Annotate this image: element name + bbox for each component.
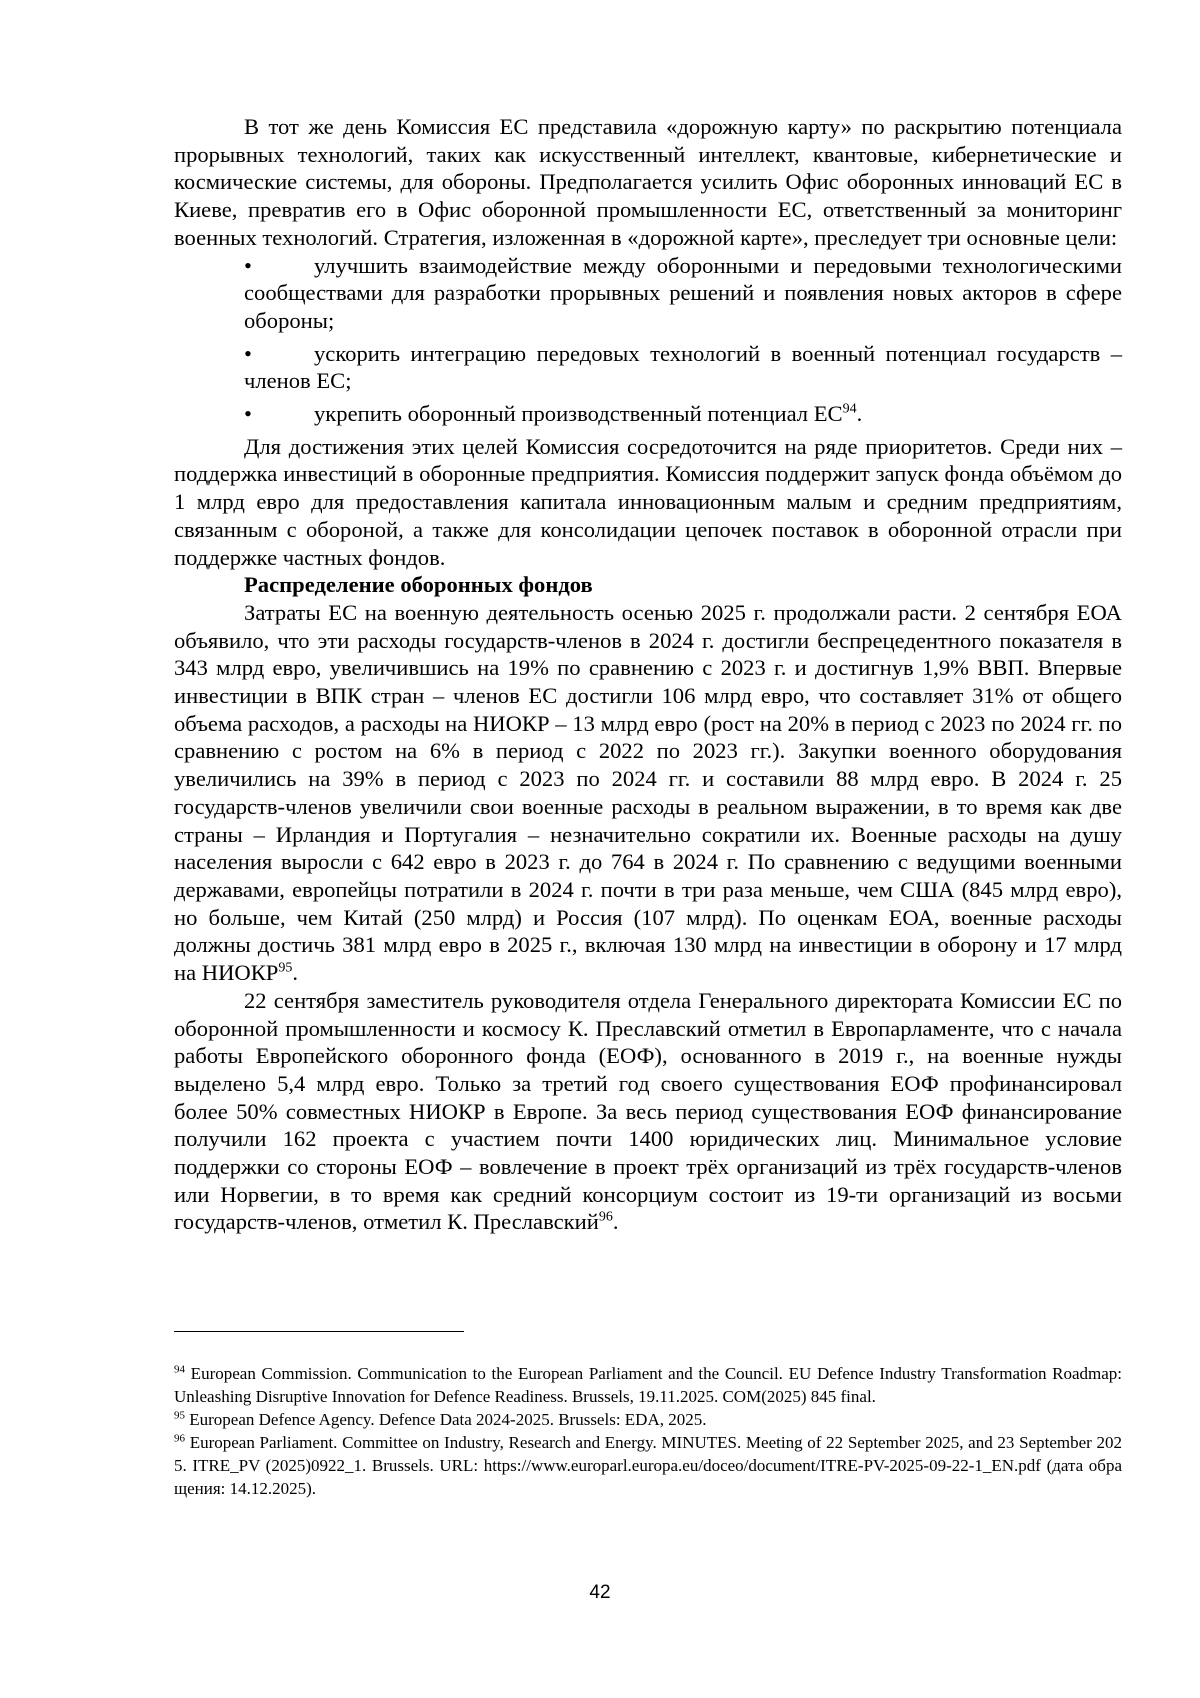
footnote-number: 94 xyxy=(174,1363,185,1376)
footnote-ref-95[interactable]: 95 xyxy=(278,960,293,976)
footnotes xyxy=(174,1362,1122,1500)
section-heading: Распределение оборонных фондов xyxy=(244,572,593,598)
list-item xyxy=(244,340,1122,395)
footnote-94 xyxy=(174,1362,1122,1408)
intro-paragraph-2: Для достижения этих целей Комиссия сосредоточится на ряде приоритетов. Среди них – поддержка инвестиций в оборонные предприятия. Комиссия поддержит запуск фонда объёмом до 1 млрд евро для предоставления капитала инновационным малым и средним предприятиям, связанным с обороной, а также для консолидации цепочек поставок в оборонной отрасли при поддержке частных фондов. xyxy=(174,433,1122,570)
section-paragraph-2 xyxy=(174,987,1122,1236)
page-number: 42 xyxy=(589,1582,611,1603)
paragraph-tail: . xyxy=(612,1209,619,1235)
page-body xyxy=(174,113,1122,1236)
bullet-icon: • xyxy=(244,252,252,278)
footnote-separator xyxy=(174,1331,464,1332)
section-paragraph-1 xyxy=(174,599,1122,987)
footnote-text: European Defence Agency. Defence Data 2024-2025. Brussels: EDA, 2025. xyxy=(185,1410,707,1429)
footnote-number: 96 xyxy=(174,1432,185,1445)
list-item-text: улучшить взаимодействие между оборонными и передовыми технологическими сообществами для разработки прорывных решений и появления новых акторов в сфере обороны; xyxy=(244,252,1122,333)
footnote-96 xyxy=(174,1431,1122,1500)
footnote-ref-96[interactable]: 96 xyxy=(598,1209,613,1225)
bullet-icon: • xyxy=(244,340,252,366)
list-item xyxy=(244,400,1122,428)
footnote-text: European Parliament. Committee on Industry, Research and Energy. MINUTES. Meeting of 22 September 2025, and 23 September 2025. ITRE_PV (2025)0922_1. Brussels. URL: https://www.europarl.europa.eu/doceo/document/ITRE-PV-2025-09-22-1_EN.pdf (дата обращения: 14.12.2025). xyxy=(174,1433,1122,1498)
paragraph-tail: . xyxy=(292,960,299,986)
list-item-text: укрепить оборонный производственный потенциал ЕС xyxy=(314,401,843,427)
list-item-text: ускорить интеграцию передовых технологий в военный потенциал государств – членов ЕС; xyxy=(244,340,1122,394)
footnote-text: European Commission. Communication to the European Parliament and the Council. EU Defence Industry Transformation Roadmap: Unleashing Disruptive Innovation for Defence Readiness. Brussels, 19.11.2025. COM(2025) 845 final. xyxy=(174,1364,1122,1406)
list-item xyxy=(244,252,1122,335)
paragraph-text: 22 сентября заместитель руководителя отдела Генерального директората Комиссии ЕС по оборонной промышленности и космосу К. Преславский отметил в Европарламенте, что с начала работы Европейского оборонного фонда (ЕОФ), основанного в 2019 г., на военные нужды выделено 5,4 млрд евро. Только за третий год своего существования ЕОФ профинансировал более 50% совместных НИОКР в Европе. За весь период существования ЕОФ финансирование получили 162 проекта с участием почти 1400 юридических лиц. Минимальное условие поддержки со стороны ЕОФ – вовлечение в проект трёх организаций из трёх государств-членов или Норвегии, в то время как средний консорциум состоит из 19-ти организаций из восьми государств-членов, отметил К. Преславский xyxy=(174,987,1122,1235)
paragraph-text: Затраты ЕС на военную деятельность осенью 2025 г. продолжали расти. 2 сентября ЕОА объявило, что эти расходы государств-членов в 2024 г. достигли беспрецедентного показателя в 343 млрд евро, увеличившись на 19% по сравнению с 2023 г. и достигнув 1,9% ВВП. Впервые инвестиции в ВПК стран – членов ЕС достигли 106 млрд евро, что составляет 31% от общего объема расходов, а расходы на НИОКР – 13 млрд евро (рост на 20% в период с 2023 по 2024 гг. по сравнению с ростом на 6% в период с 2022 по 2023 гг.). Закупки военного оборудования увеличились на 39% в период с 2023 по 2024 гг. и составили 88 млрд евро. В 2024 г. 25 государств-членов увеличили свои военные расходы в реальном выражении, в то время как две страны – Ирландия и Португалия – незначительно сократили их. Военные расходы на душу населения выросли с 642 евро в 2023 г. до 764 в 2024 г. По сравнению с ведущими военными державами, европейцы потратили в 2024 г. почти в три раза меньше, чем США (845 млрд евро), но больше, чем Китай (250 млрд) и Россия (107 млрд). По оценкам ЕОА, военные расходы должны достичь 381 млрд евро в 2025 г., включая 130 млрд на инвестиции в оборону и 17 млрд на НИОКР xyxy=(174,599,1122,986)
footnote-ref-94[interactable]: 94 xyxy=(842,401,857,417)
intro-paragraph-1: В тот же день Комиссия ЕС представила «дорожную карту» по раскрытию потенциала прорывных технологий, таких как искусственный интеллект, квантовые, кибернетические и космические системы, для обороны. Предполагается усилить Офис оборонных инноваций ЕС в Киеве, превратив его в Офис оборонной промышленности ЕС, ответственный за мониторинг военных технологий. Стратегия, изложенная в «дорожной карте», преследует три основные цели: xyxy=(174,114,1122,250)
goals-list xyxy=(174,252,1122,428)
bullet-icon: • xyxy=(244,401,252,427)
list-item-tail: . xyxy=(856,401,863,427)
footnote-95 xyxy=(174,1408,1122,1431)
footnote-number: 95 xyxy=(174,1409,185,1422)
